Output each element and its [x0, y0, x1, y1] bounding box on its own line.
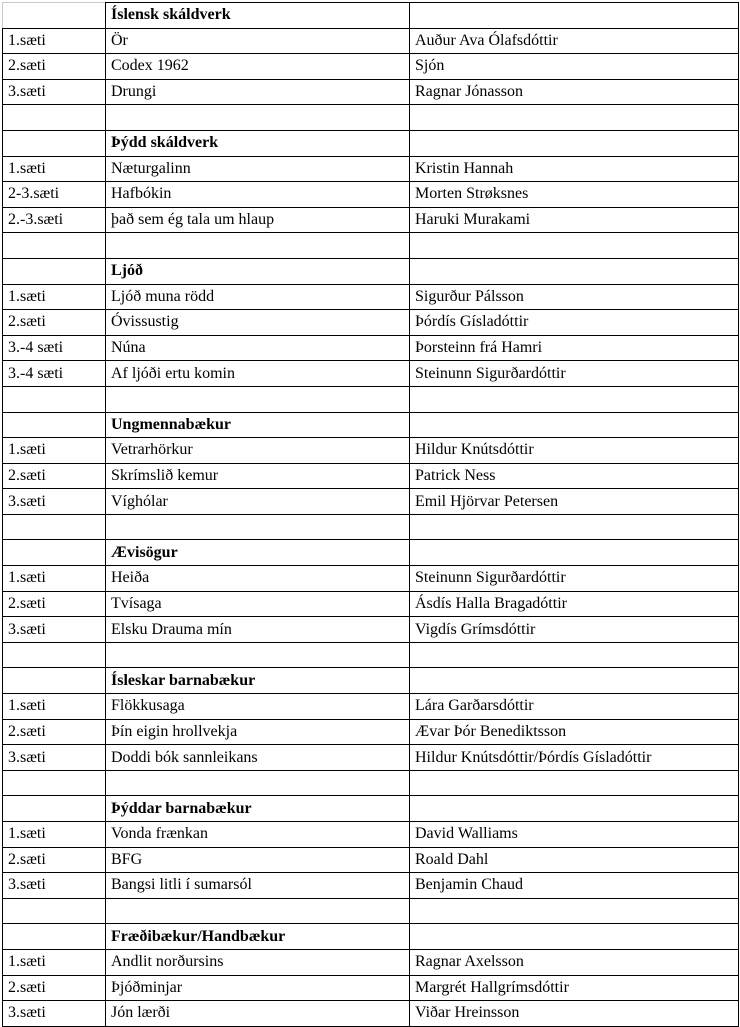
category-header-row: [3, 258, 739, 284]
category-header-row: [3, 668, 739, 694]
empty-cell: [3, 924, 106, 950]
table-row: [3, 873, 739, 899]
author-cell: Morten Strøksnes: [410, 182, 739, 208]
empty-cell: [410, 540, 739, 566]
author-cell: Steinunn Sigurðardóttir: [410, 361, 739, 387]
author-cell: Margrét Hallgrímsdóttir: [410, 975, 739, 1001]
author-cell: Ragnar Axelsson: [410, 949, 739, 975]
author-cell: Patrick Ness: [410, 463, 739, 489]
rank-cell: 3.sæti: [3, 745, 106, 771]
rank-cell: 2.sæti: [3, 975, 106, 1001]
empty-cell: [3, 3, 106, 29]
empty-cell: [3, 642, 106, 668]
author-cell: Emil Hjörvar Petersen: [410, 489, 739, 515]
rank-cell: 2.sæti: [3, 719, 106, 745]
book-title-cell: Skrímslið kemur: [106, 463, 410, 489]
author-cell: Ragnar Jónasson: [410, 79, 739, 105]
category-title: Ljóð: [106, 258, 410, 284]
author-cell: Steinunn Sigurðardóttir: [410, 566, 739, 592]
empty-cell: [3, 770, 106, 796]
category-title: Ísleskar barnabækur: [106, 668, 410, 694]
empty-cell: [410, 130, 739, 156]
author-cell: Roald Dahl: [410, 847, 739, 873]
empty-cell: [3, 668, 106, 694]
book-title-cell: Drungi: [106, 79, 410, 105]
author-cell: Ævar Þór Benediktsson: [410, 719, 739, 745]
author-cell: Sjón: [410, 54, 739, 80]
empty-cell: [410, 514, 739, 540]
empty-cell: [3, 130, 106, 156]
empty-cell: [106, 386, 410, 412]
book-title-cell: Codex 1962: [106, 54, 410, 80]
empty-cell: [410, 386, 739, 412]
author-cell: Viðar Hreinsson: [410, 1001, 739, 1027]
rank-cell: 3.sæti: [3, 79, 106, 105]
table-row: [3, 79, 739, 105]
author-cell: Kristin Hannah: [410, 156, 739, 182]
book-title-cell: Þín eigin hrollvekja: [106, 719, 410, 745]
book-title-cell: Vetrarhörkur: [106, 438, 410, 464]
table-row: [3, 949, 739, 975]
category-header-row: [3, 796, 739, 822]
rank-cell: 3.sæti: [3, 489, 106, 515]
empty-cell: [410, 796, 739, 822]
author-cell: Hildur Knútsdóttir: [410, 438, 739, 464]
author-cell: Vigdís Grímsdóttir: [410, 617, 739, 643]
category-header-row: [3, 924, 739, 950]
book-title-cell: Hafbókin: [106, 182, 410, 208]
author-cell: Þórdís Gísladóttir: [410, 310, 739, 336]
table-row: [3, 1001, 739, 1027]
empty-cell: [410, 924, 739, 950]
table-row: [3, 745, 739, 771]
rank-cell: 2-3.sæti: [3, 182, 106, 208]
book-title-cell: Jón lærði: [106, 1001, 410, 1027]
category-title: Ævisögur: [106, 540, 410, 566]
spacer-row: [3, 386, 739, 412]
empty-cell: [106, 514, 410, 540]
book-title-cell: Víghólar: [106, 489, 410, 515]
author-cell: Sigurður Pálsson: [410, 284, 739, 310]
book-title-cell: BFG: [106, 847, 410, 873]
book-title-cell: Andlit norðursins: [106, 949, 410, 975]
table-row: [3, 591, 739, 617]
spacer-row: [3, 233, 739, 259]
category-header-row: [3, 540, 739, 566]
book-title-cell: Heiða: [106, 566, 410, 592]
empty-cell: [3, 898, 106, 924]
book-title-cell: Þjóðminjar: [106, 975, 410, 1001]
table-row: [3, 284, 739, 310]
category-title: Þýdd skáldverk: [106, 130, 410, 156]
empty-cell: [410, 258, 739, 284]
empty-cell: [410, 770, 739, 796]
empty-cell: [106, 233, 410, 259]
table-row: [3, 182, 739, 208]
rank-cell: 1.sæti: [3, 694, 106, 720]
category-title: Ungmennabækur: [106, 412, 410, 438]
book-title-cell: Ör: [106, 28, 410, 54]
empty-cell: [3, 540, 106, 566]
book-title-cell: Ljóð muna rödd: [106, 284, 410, 310]
rank-cell: 2.-3.sæti: [3, 207, 106, 233]
author-cell: Haruki Murakami: [410, 207, 739, 233]
category-title: Íslensk skáldverk: [106, 3, 410, 29]
empty-cell: [3, 105, 106, 131]
rank-cell: 3.sæti: [3, 1001, 106, 1027]
book-title-cell: Óvissustig: [106, 310, 410, 336]
empty-cell: [3, 386, 106, 412]
empty-cell: [3, 258, 106, 284]
rank-cell: 1.sæti: [3, 284, 106, 310]
rank-cell: 2.sæti: [3, 591, 106, 617]
author-cell: David Walliams: [410, 822, 739, 848]
empty-cell: [410, 105, 739, 131]
empty-cell: [410, 3, 739, 29]
empty-cell: [410, 642, 739, 668]
rank-cell: 1.sæti: [3, 949, 106, 975]
book-title-cell: Flökkusaga: [106, 694, 410, 720]
book-title-cell: Næturgalinn: [106, 156, 410, 182]
category-header-row: [3, 412, 739, 438]
spacer-row: [3, 642, 739, 668]
table-row: [3, 694, 739, 720]
rank-cell: 2.sæti: [3, 54, 106, 80]
table-row: [3, 310, 739, 336]
table-row: [3, 54, 739, 80]
empty-cell: [410, 412, 739, 438]
rank-cell: 1.sæti: [3, 566, 106, 592]
empty-cell: [3, 412, 106, 438]
table-row: [3, 847, 739, 873]
empty-cell: [106, 898, 410, 924]
empty-cell: [410, 668, 739, 694]
author-cell: Benjamin Chaud: [410, 873, 739, 899]
category-title: Fræðibækur/Handbækur: [106, 924, 410, 950]
book-title-cell: það sem ég tala um hlaup: [106, 207, 410, 233]
rank-cell: 3.sæti: [3, 617, 106, 643]
rank-cell: 3.-4 sæti: [3, 335, 106, 361]
table-row: [3, 489, 739, 515]
author-cell: Ásdís Halla Bragadóttir: [410, 591, 739, 617]
table-row: [3, 28, 739, 54]
book-title-cell: Bangsi litli í sumarsól: [106, 873, 410, 899]
category-title: Þýddar barnabækur: [106, 796, 410, 822]
table-row: [3, 719, 739, 745]
book-title-cell: Núna: [106, 335, 410, 361]
table-row: [3, 438, 739, 464]
empty-cell: [106, 105, 410, 131]
table-row: [3, 335, 739, 361]
rank-cell: 1.sæti: [3, 28, 106, 54]
spacer-row: [3, 898, 739, 924]
empty-cell: [3, 796, 106, 822]
author-cell: Þorsteinn frá Hamri: [410, 335, 739, 361]
table-row: [3, 617, 739, 643]
empty-cell: [106, 770, 410, 796]
table-row: [3, 156, 739, 182]
table-row: [3, 361, 739, 387]
empty-cell: [410, 898, 739, 924]
empty-cell: [3, 514, 106, 540]
table-row: [3, 975, 739, 1001]
empty-cell: [410, 233, 739, 259]
book-title-cell: Elsku Drauma mín: [106, 617, 410, 643]
category-header-row: [3, 130, 739, 156]
rank-cell: 3.sæti: [3, 873, 106, 899]
table-row: [3, 822, 739, 848]
author-cell: Auður Ava Ólafsdóttir: [410, 28, 739, 54]
book-title-cell: Doddi bók sannleikans: [106, 745, 410, 771]
rank-cell: 2.sæti: [3, 463, 106, 489]
table-body: [3, 3, 739, 1027]
book-title-cell: Tvísaga: [106, 591, 410, 617]
rank-cell: 3.-4 sæti: [3, 361, 106, 387]
rank-cell: 1.sæti: [3, 438, 106, 464]
book-ranking-table: [2, 2, 739, 1027]
empty-cell: [106, 642, 410, 668]
table-row: [3, 207, 739, 233]
rank-cell: 2.sæti: [3, 847, 106, 873]
author-cell: Lára Garðarsdóttir: [410, 694, 739, 720]
spacer-row: [3, 514, 739, 540]
empty-cell: [3, 233, 106, 259]
spacer-row: [3, 105, 739, 131]
rank-cell: 1.sæti: [3, 822, 106, 848]
rank-cell: 1.sæti: [3, 156, 106, 182]
author-cell: Hildur Knútsdóttir/Þórdís Gísladóttir: [410, 745, 739, 771]
spacer-row: [3, 770, 739, 796]
table-row: [3, 566, 739, 592]
book-title-cell: Af ljóði ertu komin: [106, 361, 410, 387]
rank-cell: 2.sæti: [3, 310, 106, 336]
category-header-row: [3, 3, 739, 29]
book-title-cell: Vonda frænkan: [106, 822, 410, 848]
table-row: [3, 463, 739, 489]
